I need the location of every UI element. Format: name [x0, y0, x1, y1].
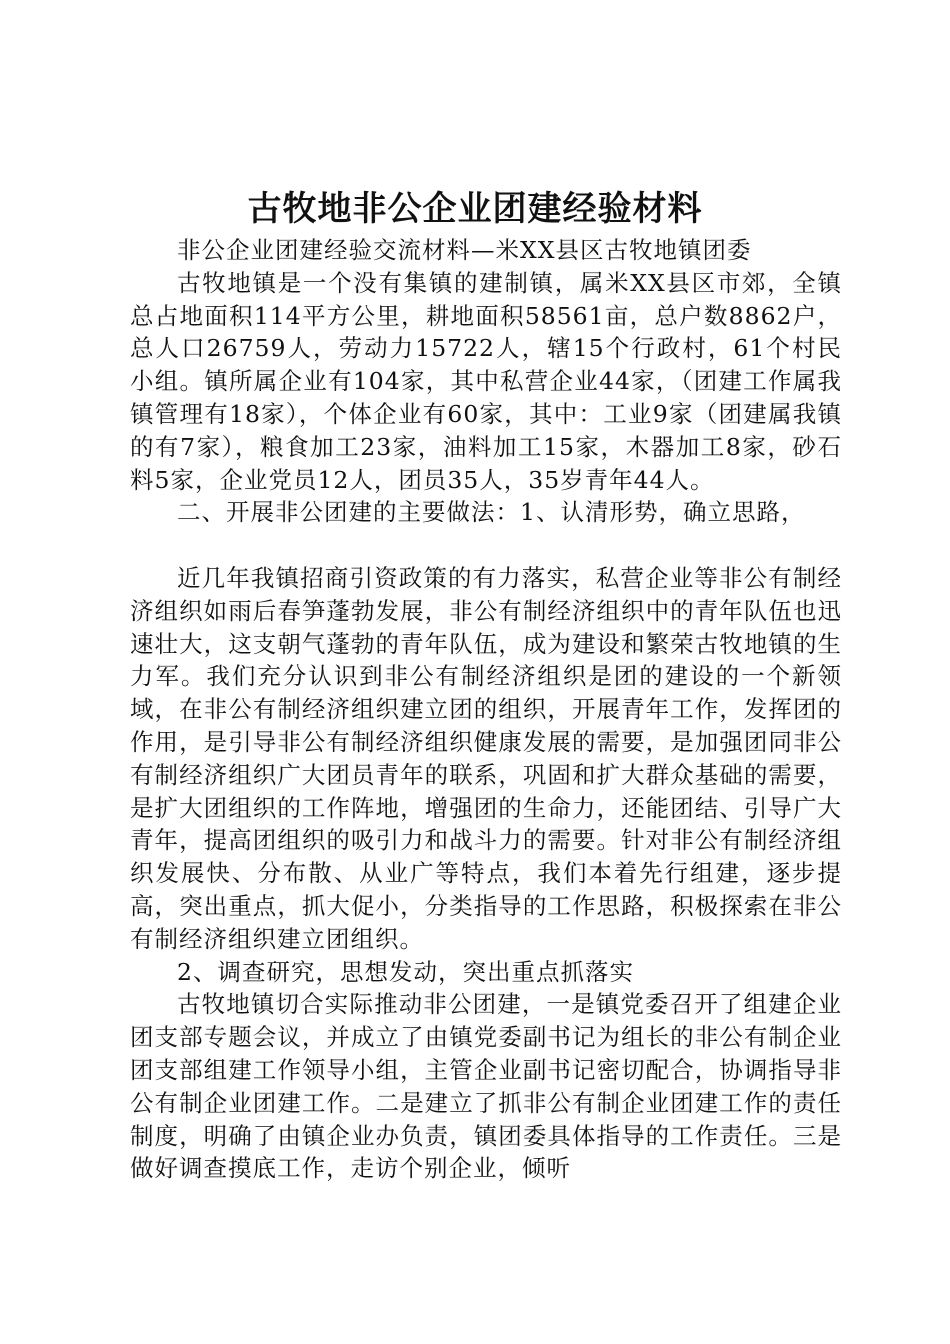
section-heading-investigation: 2、调查研究，思想发动，突出重点抓落实 [177, 957, 634, 986]
paragraph-situation-analysis: 近几年我镇招商引资政策的有力落实，私营企业等非公有制经济组织如雨后春笋蓬勃发展，非公有制经济组织中的青年队伍也迅速壮大，这支朝气蓬勃的青年队伍，成为建设和繁荣古牧地镇的生力军。我们充分认识到非公有制经济组织是团的建设的一个新领域，在非公有制经济组织建立团的组织，开展青年工作，发挥团的作用，是引导非公有制经济组织健康发展的需要，是加强团同非公有制经济组织广大团员青年的联系，巩固和扩大群众基础的需要，是扩大团组织的工作阵地，增强团的生命力，还能团结、引导广大青年，提高团组织的吸引力和战斗力的需要。针对非公有制经济组织发展快、分布散、从业广等特点，我们本着先行组建，逐步提高，突出重点，抓大促小，分类指导的工作思路，积极探索在非公有制经济组织建立团组织。 [130, 563, 842, 953]
document-subtitle: 非公企业团建经验交流材料—米XX县区古牧地镇团委 [177, 236, 752, 264]
document-title: 古牧地非公企业团建经验材料 [247, 189, 703, 229]
document-body [130, 234, 842, 1185]
paragraph-implementation: 古牧地镇切合实际推动非公团建，一是镇党委召开了组建企业团支部专题会议，并成立了由镇党委副书记为组长的非公有制企业团支部组建工作领导小组，主管企业副书记密切配合，协调指导非公有制企业团建工作。二是建立了抓非公有制企业团建工作的责任制度，明确了由镇企业办负责，镇团委具体指导的工作责任。三是做好调查摸底工作，走访个别企业，倾听 [130, 990, 842, 1183]
paragraph-town-overview: 古牧地镇是一个没有集镇的建制镇，属米XX县区市郊，全镇总占地面积114平方公里，耕地面积58561亩，总户数8862户，总人口26759人，劳动力15722人，辖15个行政村，61个村民小组。镇所属企业有104家，其中私营企业44家，（团建工作属我镇管理有18家），个体企业有60家，其中：工业9家（团建属我镇的有7家），粮食加工23家，油料加工15家，木器加工8家，砂石料5家，企业党员12人，团员35人，35岁青年44人。 [130, 268, 842, 494]
section-heading-main-practices: 二、开展非公团建的主要做法：1、认清形势，确立思路， [177, 498, 806, 527]
